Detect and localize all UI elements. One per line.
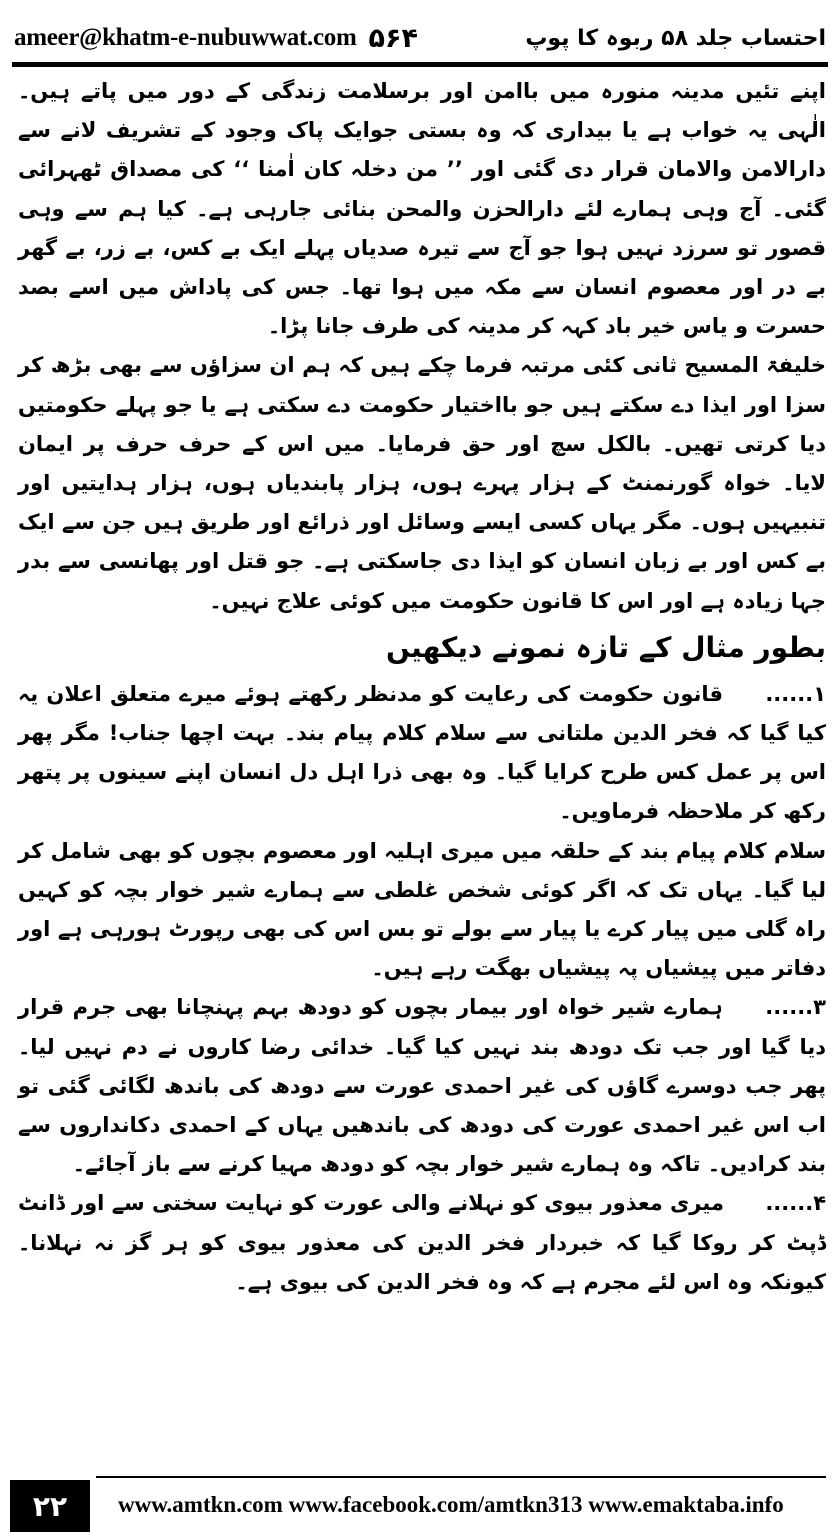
paragraph-2: خلیفۃ المسیح ثانی کئی مرتبہ فرما چکے ہیں کہ ہم ان سزاؤں سے بھی بڑھ کر سزا اور ایذا دے سکتے ہیں جو بااختیار حکومت دے سکتی ہے یا جو پہلے حکومتیں دیا کرتی تھیں۔ بالکل سچ اور حق فرمایا۔ میں اس کے حرف حرف پر ایمان لایا۔ خواہ گورنمنٹ کے ہزار پہرے ہوں، ہزار پابندیاں ہوں، ہزار ہدایتیں اور تنبیہیں ہوں۔ مگر یہاں کسی ایسے وسائل اور ذرائع اور طریق ہیں جن سے ایک بے کس اور بے زبان انسان کو ایذا دی جاسکتی ہے۔ جو قتل اور پھانسی سے بدر جہا زیادہ ہے اور اس کا قانون حکومت میں کوئی علاج نہیں۔: [18, 353, 826, 613]
item-number-3: ۳......: [765, 995, 826, 1020]
page-header: [14, 18, 826, 58]
list-item-4: [18, 1184, 826, 1302]
footer-sheet-number: ۲۲: [10, 1480, 90, 1532]
header-email: ameer@khatm-e-nubuwwat.com: [14, 24, 357, 51]
header-left: [14, 23, 418, 54]
header-book-title: احتساب جلد ۵۸ ربوہ کا پوپ: [525, 25, 826, 51]
list-item-1: [18, 675, 826, 832]
item-number-4: ۴......: [765, 1191, 827, 1216]
item-text-3: ہمارے شیر خواہ اور بیمار بچوں کو دودھ بہم پہنچانا بھی جرم قرار دیا گیا اور جب تک دودھ بند نہیں کیا گیا۔ خدائی رضا کاروں نے دم نہیں لیا۔ پھر جب دوسرے گاؤں کی غیر احمدی عورت سے دودھ کی باندھ لگائی گئی تو اب اس غیر احمدی عورت کی دودھ کی باندھیں یہاں کے احمدی دکانداروں سے بند کرادیں۔ تاکہ وہ ہمارے شیر خوار بچہ کو دودھ مہیا کرنے سے باز آجائے۔: [18, 995, 826, 1177]
page-footer: [0, 1476, 840, 1540]
body-text: [18, 72, 826, 1302]
item-text-1: قانون حکومت کی رعایت کو مدنظر رکھتے ہوئے میرے متعلق اعلان یہ کیا گیا کہ فخر الدین ملتانی سے سلام کلام پیام بند۔ بہت اچھا جناب! مگر پھر اس پر عمل کس طرح کرایا گیا۔ وہ بھی ذرا اہل دل انسان اپنے سینوں پر پتھر رکھ کر ملاحظہ فرماویں۔: [18, 681, 826, 824]
item-number-1: ۱......: [765, 681, 827, 706]
section-heading: بطور مثال کے تازہ نمونے دیکھیں: [385, 630, 826, 664]
list-item-2: [18, 832, 826, 989]
footer-websites: www.amtkn.com www.facebook.com/amtkn313 www.emaktaba.info: [118, 1492, 784, 1517]
item-text-2: سلام کلام پیام بند کے حلقہ میں میری اہلیہ اور معصوم بچوں کو بھی شامل کر لیا گیا۔ یہاں تک کہ اگر کوئی شخص غلطی سے ہمارے شیر خوار بچہ کو کہیں راہ گلی میں پیار کرے یا پیار سے بولے تو بس اس کی بھی رپورٹ ہورہی ہے اور دفاتر میں پیشیاں پہ پیشیاں بھگت رہے ہیں۔: [18, 838, 826, 981]
header-page-number: ۵۶۴: [368, 22, 418, 54]
paragraph-1: اپنے تئیں مدینہ منورہ میں باامن اور برسلامت زندگی کے دور میں پاتے ہیں۔ الٰہی یہ خواب ہے یا بیداری کہ وہ بستی جوایک پاک وجود کے تشریف لانے سے دارالامن والامان قرار دی گئی اور ’’ من دخلہ کان اٰمنا ‘‘ کی مصداق ٹھہرائی گئی۔ آج وہی ہمارے لئے دارالحزن والمحن بنائی جارہی ہے۔ کیا ہم سے وہی قصور تو سرزد نہیں ہوا جو آج سے تیرہ صدیاں پہلے ایک بے کس، بے زر، بے گھر بے در اور معصوم انسان سے مکہ میں ہوا تھا۔ جس کی پاداش میں اسے بصد حسرت و یاس خیر باد کہہ کر مدینہ کی طرف جانا پڑا۔: [18, 79, 826, 339]
footer-rule: [96, 1476, 826, 1478]
item-text-4: میری معذور بیوی کو نہلانے والی عورت کو نہایت سختی سے اور ڈانٹ ڈپٹ کر روکا گیا کہ خبردار فخر الدین کی معذور بیوی کو ہر گز نہ نہلانا۔ کیونکہ وہ اس لئے مجرم ہے کہ وہ فخر الدین کی بیوی ہے۔: [18, 1191, 826, 1294]
header-rule: [12, 62, 828, 67]
list-item-3: [18, 988, 826, 1184]
